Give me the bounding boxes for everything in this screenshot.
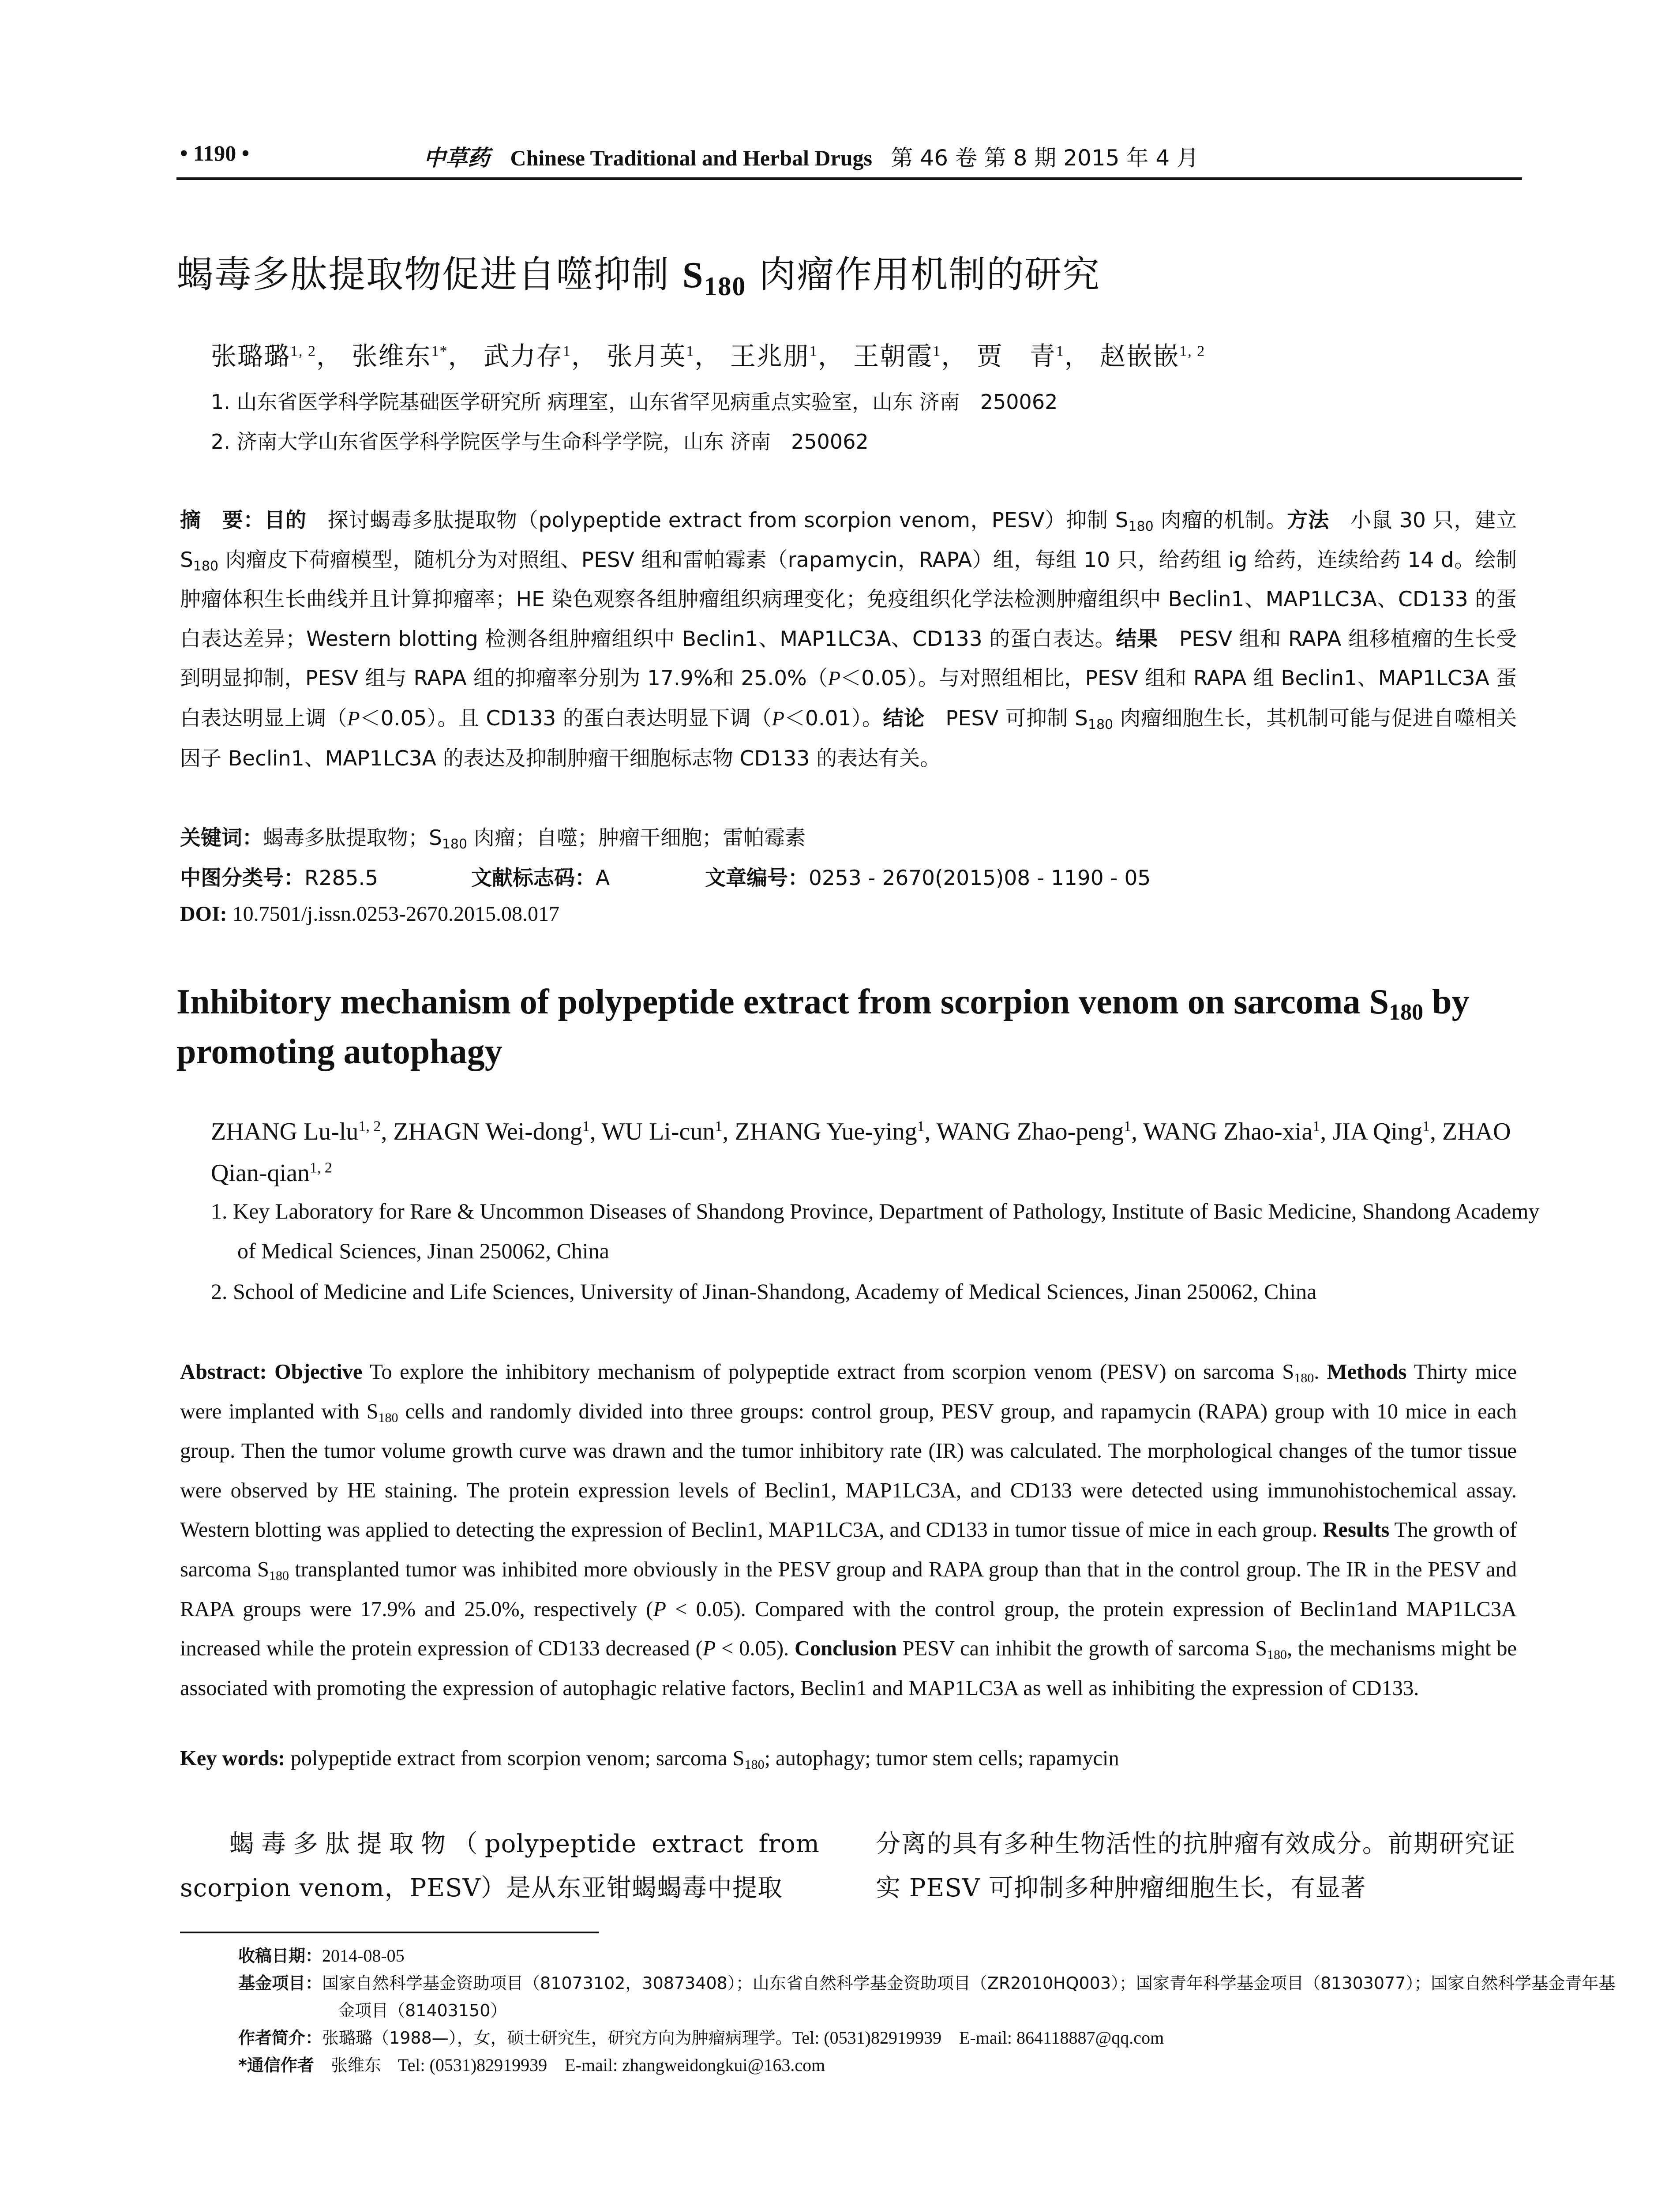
author-list-en: ZHANG Lu-lu$^{1, 2}$, ZHAGN Wei-dong$^1$, WU Li-cun$^1$, ZHANG Yue-ying$^1$, WANG Zhao-peng$^1$, WANG Zhao-xia$^1$, JIA Qing$^1$, ZHAO Qian-qian$^{1, 2}$ — [211, 1118, 1511, 1187]
author-cn: 张月英$^1$ — [607, 341, 695, 371]
running-header — [176, 140, 1522, 171]
author-cn: 贾 青$^1$ — [976, 341, 1065, 371]
affiliation-cn-1: 1. 山东省医学科学院基础医学研究所 病理室，山东省罕见病重点实验室，山东 济南 250062 — [211, 390, 1058, 414]
body-column-left: 蝎毒多肽提取物（polypeptide extract from scorpion venom，PESV）是从东亚钳蝎蝎毒中提取 — [180, 1830, 820, 1902]
journal-name-en: Chinese Traditional and Herbal Drugs — [510, 146, 872, 170]
article-number: 文章编号：0253 - 2670(2015)08 - 1190 - 05 — [705, 866, 1151, 890]
author-en: ZHANG Yue-ying$^1$ — [735, 1118, 925, 1145]
affiliation-en-2: 2. School of Medicine and Life Sciences, University of Jinan-Shandong, Academy of Medical Sciences, Jinan 250062, China — [211, 1279, 1317, 1304]
footnote-funding: 基金项目：国家自然科学基金资助项目（81073102，30873408）；山东省自然科学基金资助项目（ZR2010HQ003）；国家青年科学基金项目（81303077）；国家自然科学基金青年基金项目（81403150） — [238, 1973, 1616, 2020]
abstract-en: Abstract: Objective To explore the inhibitory mechanism of polypeptide extract from scorpion venom (PESV) on sarcoma $S_{180}$. Methods Thirty mice were implanted with $S_{180}$ cells and randomly divided into three groups: control group, PESV group, and rapamycin (RAPA) group with 10 mice in each group. Then the tumor volume growth curve was drawn and the tumor inhibitory rate (IR) was calculated. The morphological changes of the tumor tissue were observed by HE staining. The protein expression levels of Beclin1, MAP1LC3A, and CD133 were detected using immunohistochemical assay. Western blotting was applied to detecting the expression of Beclin1, MAP1LC3A, and CD133 in tumor tissue of mice in each group. Results The growth of sarcoma $S_{180}$ transplanted tumor was inhibited more obviously in the PESV group and RAPA group than that in the control group. The IR in the PESV and RAPA groups were 17.9% and 25.0%, respectively (P < 0.05). Compared with the control group, the protein expression of Beclin1and MAP1LC3A increased while the protein expression of CD133 decreased (P < 0.05). Conclusion PESV can inhibit the growth of sarcoma $S_{180}$, the mechanisms might be associated with promoting the expression of autophagic relative factors, Beclin1 and MAP1LC3A as well as inhibiting the expression of CD133. — [180, 1360, 1517, 1700]
author-en: WANG Zhao-peng$^1$ — [936, 1118, 1132, 1145]
author-en: JIA Qing$^1$ — [1332, 1118, 1430, 1145]
body-column-right: 分离的具有多种生物活性的抗肿瘤有效成分。前期研究证实 PESV 可抑制多种肿瘤细胞生长，有显著 — [876, 1830, 1515, 1902]
author-list-cn: 张璐璐$^{1, 2}$， 张维东$^{1*}$， 武力存$^1$， 张月英$^1$， 王兆朋$^1$， 王朝霞$^1$， 贾 青$^1$， 赵嵌嵌$^{1, 2}$ — [211, 341, 1206, 371]
journal-title — [424, 140, 1199, 172]
document-code: 文献标志码：A — [471, 866, 610, 890]
author-cn: 武力存$^1$ — [483, 341, 571, 371]
author-cn: 王兆朋$^1$ — [730, 341, 818, 371]
author-cn: 张维东$^{1*}$ — [352, 341, 448, 371]
classification-line — [180, 862, 1151, 891]
clc-number: 中图分类号：R285.5 — [180, 866, 379, 890]
affiliation-cn-2: 2. 济南大学山东省医学科学院医学与生命科学学院，山东 济南 250062 — [211, 430, 869, 454]
issue-info: 第 46 卷 第 8 期 2015 年 4 月 — [891, 145, 1199, 171]
author-en: ZHAO Qian-qian$^{1, 2}$ — [211, 1118, 1511, 1187]
author-cn: 王朝霞$^1$ — [853, 341, 941, 371]
page-number: • 1190 • — [180, 141, 250, 165]
footnote-author-bio: 作者简介：张璐璐（1988—），女，硕士研究生，研究方向为肿瘤病理学。Tel: (0531)82919939 E-mail: 864118887@qq.com — [238, 2028, 1164, 2048]
author-en: WU Li-cun$^1$ — [601, 1118, 723, 1145]
footnote-rule — [180, 1932, 599, 1933]
abstract-label-cn: 摘 要： — [180, 508, 265, 533]
author-cn: 张璐璐$^{1, 2}$ — [211, 341, 317, 371]
author-en: WANG Zhao-xia$^1$ — [1143, 1118, 1320, 1145]
footnote-corresponding-author: *通信作者 张维东 Tel: (0531)82919939 E-mail: zhangweidongkui@163.com — [238, 2055, 825, 2075]
keywords-cn: 关键词：蝎毒多肽提取物；$S_{180}$ 肉瘤；自噬；肿瘤干细胞；雷帕霉素 — [180, 826, 806, 852]
doi: DOI: 10.7501/j.issn.0253-2670.2015.08.017 — [180, 902, 560, 926]
author-cn: 赵嵌嵌$^{1, 2}$ — [1100, 341, 1206, 371]
article-title-cn: 蝎毒多肽提取物促进自噬抑制 $S_{180}$ 肉瘤作用机制的研究 — [176, 253, 1101, 301]
author-en: ZHAGN Wei-dong$^1$ — [393, 1118, 590, 1145]
abstract-label-en: Abstract: Objective — [180, 1360, 363, 1384]
keywords-en: Key words: polypeptide extract from scorpion venom; sarcoma $S_{180}$; autophagy; tumor stem cells; rapamycin — [180, 1747, 1119, 1772]
journal-logo-cn: 中草药 — [424, 145, 490, 171]
footnote-received: 收稿日期：2014-08-05 — [238, 1946, 405, 1966]
header-rule — [176, 177, 1522, 180]
article-title-en: Inhibitory mechanism of polypeptide extract from scorpion venom on sarcoma $S_{180}$ by promoting autophagy — [176, 983, 1470, 1071]
author-en: ZHANG Lu-lu$^{1, 2}$ — [211, 1118, 381, 1145]
affiliation-en-1: 1. Key Laboratory for Rare & Uncommon Diseases of Shandong Province, Department of Pathology, Institute of Basic Medicine, Shandong Academy of Medical Sciences, Jinan 250062, China — [211, 1199, 1540, 1263]
abstract-cn: 摘 要：目的 探讨蝎毒多肽提取物（polypeptide extract from scorpion venom，PESV）抑制 $S_{180}$ 肉瘤的机制。方法 小鼠 30 只，建立 $S_{180}$ 肉瘤皮下荷瘤模型，随机分为对照组、PESV 组和雷帕霉素（rapamycin，RAPA）组，每组 10 只，给药组 ig 给药，连续给药 14 d。绘制肿瘤体积生长曲线并且计算抑瘤率；HE 染色观察各组肿瘤组织病理变化；免疫组织化学法检测肿瘤组织中 Beclin1、MAP1LC3A、CD133 的蛋白表达差异；Western blotting 检测各组肿瘤组织中 Beclin1、MAP1LC3A、CD133 的蛋白表达。结果 PESV 组和 RAPA 组移植瘤的生长受到明显抑制，PESV 组与 RAPA 组的抑瘤率分别为 17.9%和 25.0%（P＜0.05）。与对照组相比，PESV 组和 RAPA 组 Beclin1、MAP1LC3A 蛋白表达明显上调（P＜0.05）。且 CD133 的蛋白表达明显下调（P＜0.01）。结论 PESV 可抑制 $S_{180}$ 肉瘤细胞生长，其机制可能与促进自噬相关因子 Beclin1、MAP1LC3A 的表达及抑制肿瘤干细胞标志物 CD133 的表达有关。 — [180, 508, 1517, 771]
